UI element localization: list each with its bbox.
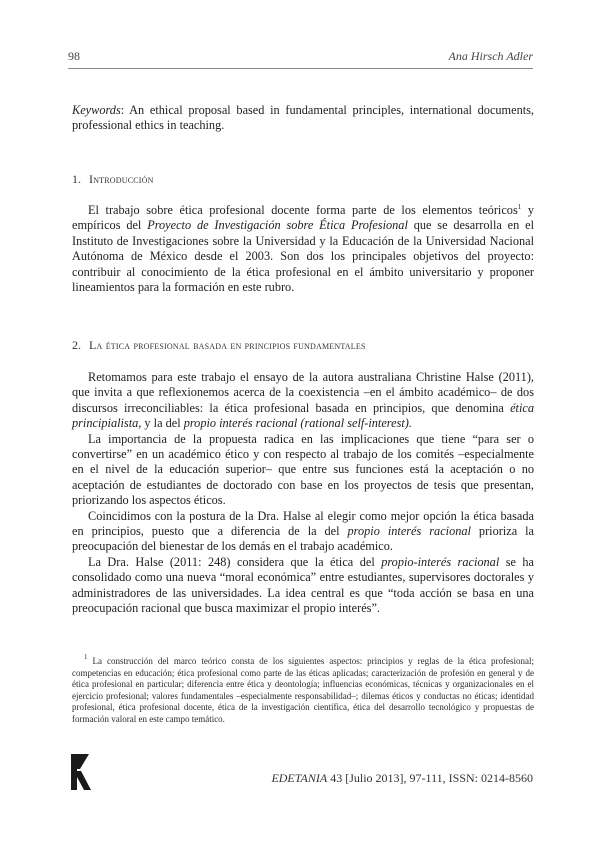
section-1-title: Introducción <box>89 172 154 186</box>
section-1-number: 1. <box>72 172 81 186</box>
journal-footer <box>271 771 533 786</box>
journal-citation: 43 [Julio 2013], 97-111, ISSN: 0214-8560 <box>327 771 533 785</box>
s2p3-text-a: Coincidimos con la postura de la Dra. Halse al elegir como mejor opción la ética basada en principios, puesto que a diferencia de la del <box>72 508 534 539</box>
footnote-ref-1[interactable]: 1 <box>517 203 522 211</box>
section-1-heading <box>72 172 154 187</box>
footnote-1 <box>72 653 534 725</box>
s1p1-text-a: El trabajo sobre ética profesional docente forma parte de los elementos teóricos <box>88 203 518 217</box>
project-title: Proyecto de Investigación sobre Ética Profesional <box>147 218 408 233</box>
footnotes <box>72 653 534 725</box>
s2p4-text-b: se ha consolidado como una nueva “moral económica” entre estudiantes, supervisores doctorales y administradores de las universidades. La idea central es que “toda acción se basa en una preocupación racional que busca maximizar el propio interés”. <box>72 554 534 616</box>
s1p1-text-c: que se desarrolla en el Instituto de Investigaciones sobre la Universidad y la Educación de la Universidad Nacional Autónoma de México desde el 2003. Son dos los principales objetivos del proyecto: contribuir al conocimiento de la ética profesional en el ámbito universitario y proponer lineamientos para la formación en este rubro. <box>72 218 534 295</box>
section-2-body <box>72 370 534 617</box>
header-rule <box>68 68 533 69</box>
section-2-paragraph-3 <box>72 509 534 555</box>
section-2-number: 2. <box>72 338 81 352</box>
s2p3-text-b: prioriza la preocupación del bienestar de los demás en el trabajo académico. <box>72 524 534 554</box>
section-1-body <box>72 203 534 295</box>
footnote-1-mark: 1 <box>84 653 88 661</box>
section-1-paragraph-1 <box>72 203 534 295</box>
keywords-text: : An ethical proposal based in fundamental principles, international documents, professional ethics in teaching. <box>72 103 534 133</box>
section-2-paragraph-2: La importancia de la propuesta radica en las implicaciones que tiene “para ser o convertirse” en un académico ético y con respecto al trabajo de los comités –especialmente en el nivel de la educación superior– que entre sus funciones está la aceptación o no aceptación de estudiantes de doctorado con base en los proyectos de tesis que presentan, priorizando los aspectos éticos. <box>72 431 534 508</box>
s2p1-italic-1: ética principialista <box>72 400 534 431</box>
section-2-paragraph-4 <box>72 555 534 617</box>
section-2-heading <box>72 338 366 353</box>
running-header-author: Ana Hirsch Adler <box>448 49 533 63</box>
keywords-block <box>72 103 534 134</box>
journal-name: EDETANIA <box>271 771 328 785</box>
publisher-logo-icon <box>70 752 92 792</box>
section-2-title: La ética profesional basada en principios fundamentales <box>89 338 366 352</box>
s2p4-text-a: La Dra. Halse (2011: 248) considera que la ética del <box>88 554 382 569</box>
s2p3-italic: propio interés racional <box>347 524 471 539</box>
footnote-1-text: La construcción del marco teórico consta de los siguientes aspectos: principios y reglas de la ética profesional; competencias en educación; ética profesional como parte de las éticas aplicadas; caracterización de profesión en general y de ética profesional en particular; diferencia entre ética y deontología; influencias económicas, técnicas y organizacionales en el ejercicio profesional; valores fundamentales –especialmente responsabilidad–; dilemas éticos y conductas no éticas; identidad profesional, ética profesional docente, ética de la investigación científica, ética del desarrollo tecnológico y propuestas de formación valoral en este campo temático. <box>72 656 534 724</box>
keywords-paragraph <box>72 103 534 134</box>
s2p1-italic-2: propio interés racional (rational self-interest). <box>183 416 412 431</box>
s1p1-text-b: y empíricos del <box>72 203 534 233</box>
s2p4-italic: propio-interés racional <box>381 554 500 569</box>
s2p1-text-a: Retomamos para este trabajo el ensayo de la autora australiana Christine Halse (2011), que invita a que reflexionemos acerca de la coexistencia –en el ámbito académico– de dos discursos irreconciliables: la ética profesional basada en principios, que denomina <box>72 370 534 415</box>
keywords-label: Keywords <box>72 103 121 117</box>
section-2-paragraph-1 <box>72 370 534 432</box>
page-number: 98 <box>68 49 80 63</box>
s2p1-text-b: , y la del <box>138 416 184 431</box>
